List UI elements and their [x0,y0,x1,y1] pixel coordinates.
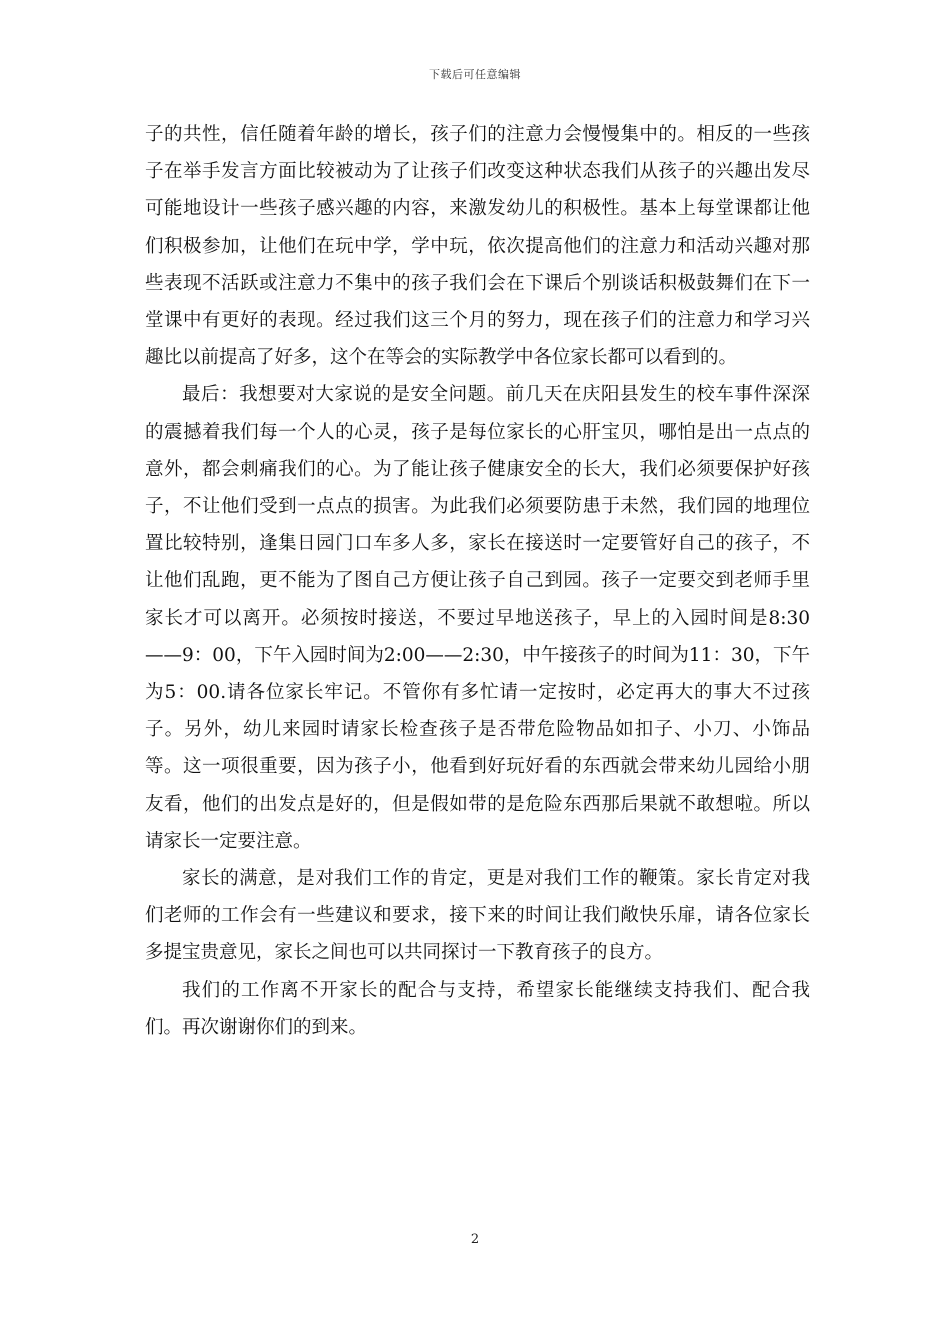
paragraph-closing: 我们的工作离不开家长的配合与支持，希望家长能继续支持我们、配合我们。再次谢谢你们的到来。 [145,979,810,1038]
document-body [145,116,810,1046]
page-header: 下载后可任意编辑 [429,68,521,81]
paragraph-attention: 子的共性，信任随着年龄的增长，孩子们的注意力会慢慢集中的。相反的一些孩子在举手发言方面比较被动为了让孩子们改变这种状态我们从孩子的兴趣出发尽可能地设计一些孩子感兴趣的内容，来激发幼儿的积极性。基本上每堂课都让他们积极参加，让他们在玩中学，学中玩，依次提高他们的注意力和活动兴趣对那些表现不活跃或注意力不集中的孩子我们会在下课后个别谈话积极鼓舞们在下一堂课中有更好的表现。经过我们这三个月的努力，现在孩子们的注意力和学习兴趣比以前提高了好多，这个在等会的实际教学中各位家长都可以看到的。 [145,124,810,369]
paragraph-feedback: 家长的满意，是对我们工作的肯定，更是对我们工作的鞭策。家长肯定对我们老师的工作会有一些建议和要求，接下来的时间让我们敞快乐扉，请各位家长多提宝贵意见，家长之间也可以共同探讨一下教育孩子的良方。 [145,868,810,964]
page-number: 2 [470,1232,480,1247]
paragraph-safety: 最后：我想要对大家说的是安全问题。前几天在庆阳县发生的校车事件深深的震撼着我们每一个人的心灵，孩子是每位家长的心肝宝贝，哪怕是出一点点的意外，都会刺痛我们的心。为了能让孩子健康安全的长大，我们必须要保护好孩子，不让他们受到一点点的损害。为此我们必须要防患于未然，我们园的地理位置比较特别，逢集日园门口车多人多，家长在接送时一定要管好自己的孩子，不让他们乱跑，更不能为了图自己方便让孩子自己到园。孩子一定要交到老师手里家长才可以离开。必须按时接送，不要过早地送孩子，早上的入园时间是8:30——9：00，下午入园时间为2:00——2:30，中午接孩子的时间为11：30，下午为5：00.请各位家长牢记。不管你有多忙请一定按时，必定再大的事大不过孩子。另外，幼儿来园时请家长检查孩子是否带危险物品如扣子、小刀、小饰品等。这一项很重要，因为孩子小，他看到好玩好看的东西就会带来幼儿园给小朋友看，他们的出发点是好的，但是假如带的是危险东西那后果就不敢想啦。所以请家长一定要注意。 [145,384,810,852]
